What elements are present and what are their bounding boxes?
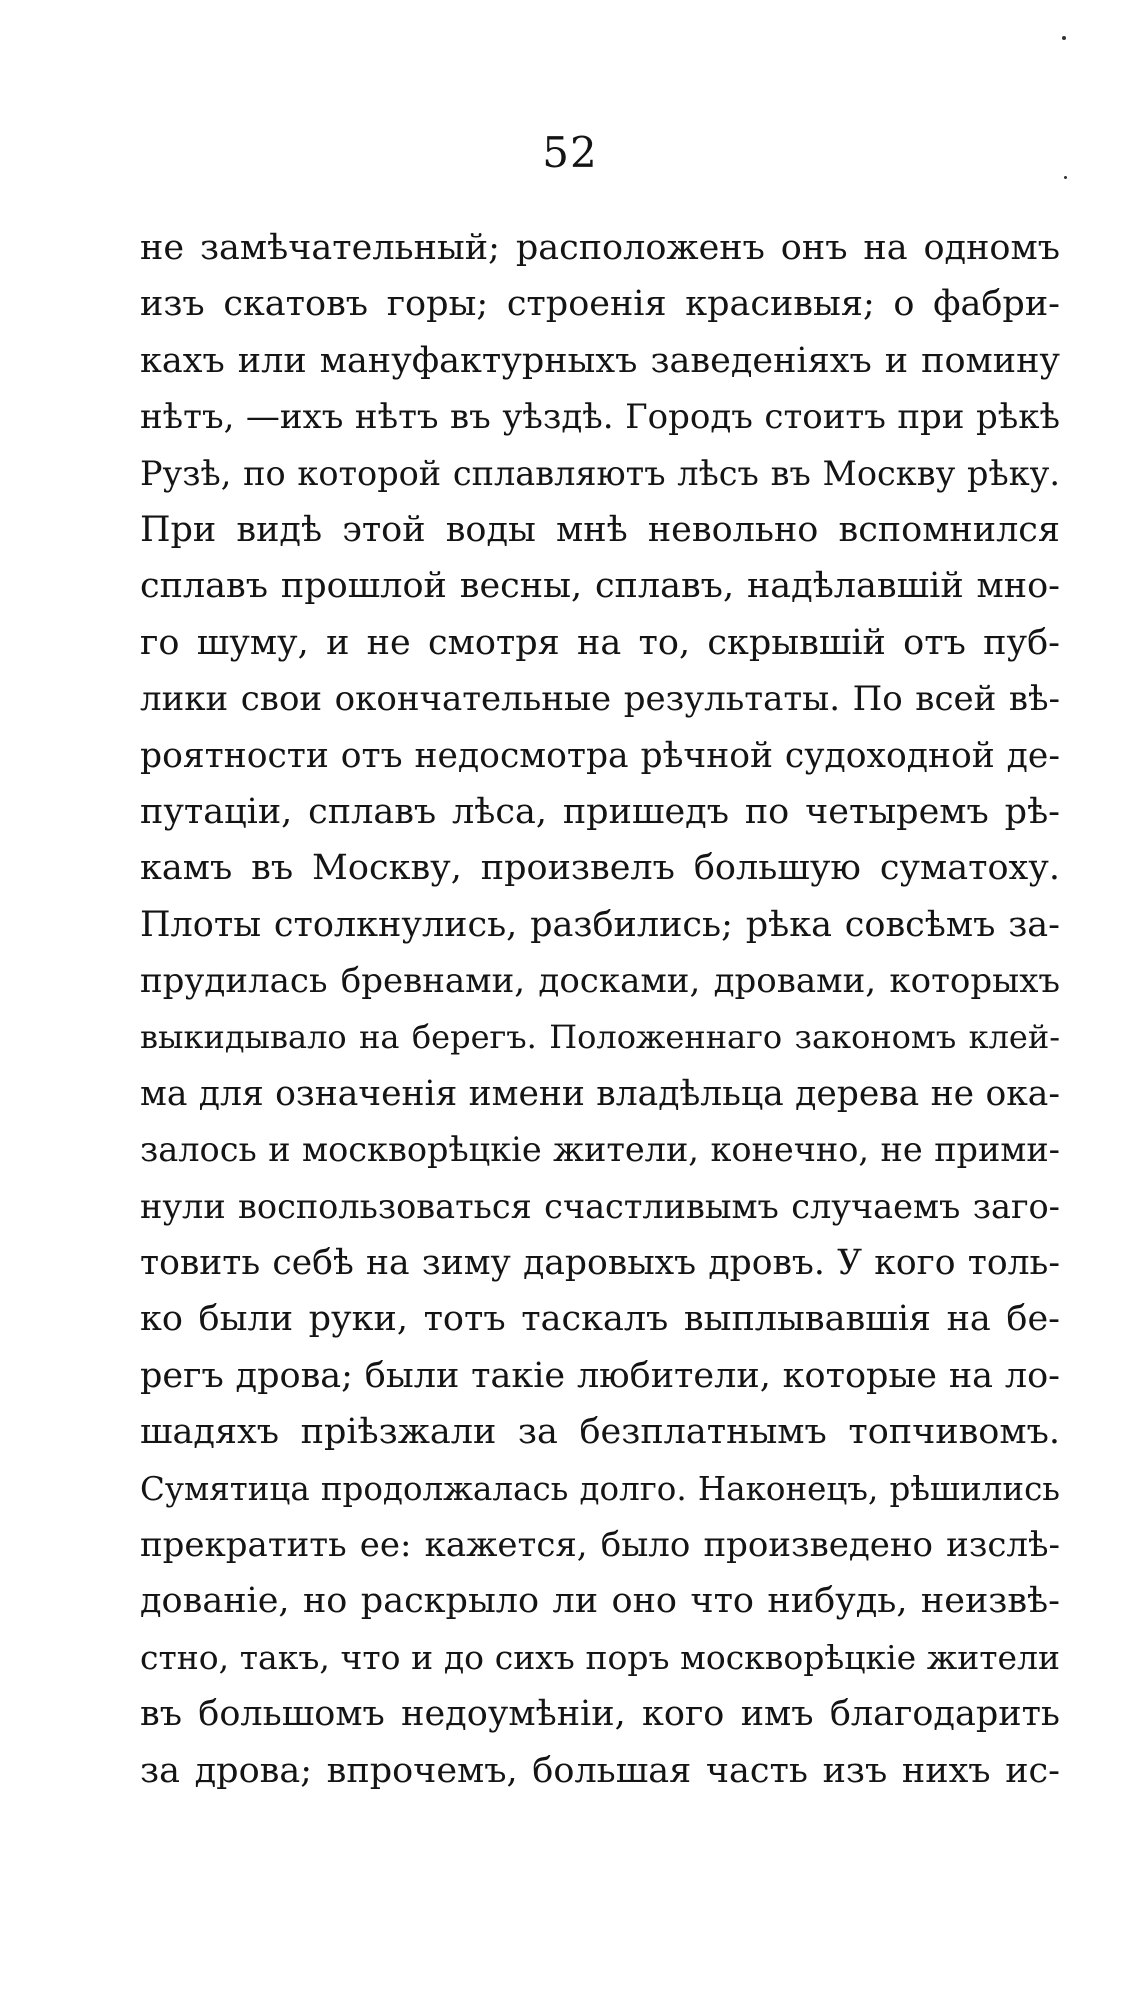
print-speck <box>1062 36 1066 40</box>
text-line: лики свои окончательные результаты. По всей вѣ- <box>140 679 1060 720</box>
text-line: залось и москворѣцкіе жители, конечно, не прими- <box>140 1130 1060 1170</box>
text-line: изъ скатовъ горы; строенія красивыя; о фабри- <box>140 284 1060 325</box>
text-line: прекратить ее: кажется, было произведено изслѣ- <box>140 1524 1060 1565</box>
text-line: путаціи, сплавъ лѣса, пришедъ по четыремъ рѣ- <box>140 791 1060 832</box>
text-line: сплавъ прошлой весны, сплавъ, надѣлавшій мно- <box>140 566 1060 607</box>
text-line: При видѣ этой воды мнѣ невольно вспомнился <box>140 509 1060 550</box>
text-line: нѣтъ, —ихъ нѣтъ въ уѣздѣ. Городъ стоитъ при рѣкѣ <box>140 397 1060 438</box>
text-line: прудилась бревнами, досками, дровами, которыхъ <box>140 961 1060 1002</box>
text-line: выкидывало на берегъ. Положеннаго закономъ клей- <box>140 1018 1060 1057</box>
text-line: Рузѣ, по которой сплавляютъ лѣсъ въ Москву рѣку. <box>140 453 1060 493</box>
text-line: роятности отъ недосмотра рѣчной судоходной де- <box>140 735 1060 776</box>
text-line: Плоты столкнулись, разбились; рѣка совсѣмъ за- <box>140 904 1060 945</box>
text-line: дованіе, но раскрыло ли оно что нибудь, неизвѣ- <box>140 1581 1060 1622</box>
body-text <box>140 220 1060 1799</box>
text-line: Сумятица продолжалась долго. Наконецъ, рѣшились <box>140 1469 1060 1508</box>
text-line: въ большомъ недоумѣніи, кого имъ благодарить <box>140 1694 1060 1735</box>
text-line: за дрова; впрочемъ, большая часть изъ нихъ ис- <box>140 1750 1060 1791</box>
text-line: кахъ или мануфактурныхъ заведеніяхъ и помину <box>140 340 1060 381</box>
text-line: ма для означенія имени владѣльца дерева не ока- <box>140 1073 1060 1114</box>
page-number: 52 <box>542 128 598 177</box>
text-line: регъ дрова; были такіе любители, которые на ло- <box>140 1355 1060 1396</box>
text-line: камъ въ Москву, произвелъ большую суматоху. <box>140 848 1060 889</box>
text-line: го шуму, и не смотря на то, скрывшій отъ пуб- <box>140 622 1060 663</box>
text-line: ко были руки, тотъ таскалъ выплывавшія на бе- <box>140 1299 1060 1340</box>
text-line: нули воспользоваться счастливымъ случаемъ заго- <box>140 1186 1060 1226</box>
text-line: товить себѣ на зиму даровыхъ дровъ. У кого толь- <box>140 1243 1060 1284</box>
text-line: не замѣчательный; расположенъ онъ на одномъ <box>140 228 1060 268</box>
text-line: шадяхъ пріѣзжали за безплатнымъ топчивомъ. <box>140 1412 1060 1453</box>
text-line: стно, такъ, что и до сихъ поръ москворѣцкіе жители <box>140 1637 1060 1677</box>
